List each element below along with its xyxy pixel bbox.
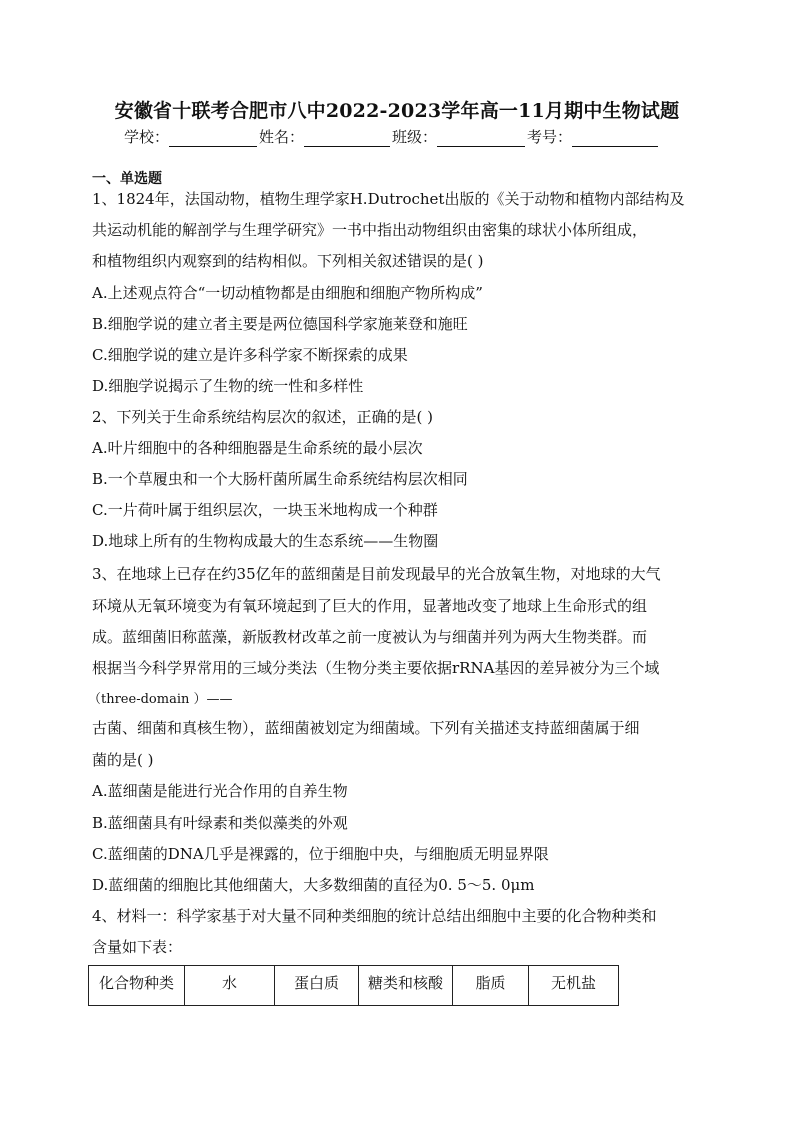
q3-stem-line-6: 古菌、细菌和真核生物），蓝细菌被划定为细菌域。下列有关描述支持蓝细菌属于细 [92, 719, 640, 737]
q3-option-c: C.蓝细菌的DNA几乎是裸露的，位于细胞中央，与细胞质无明显界限 [92, 845, 549, 863]
class-blank[interactable] [437, 130, 525, 147]
school-label: 学校： [124, 128, 170, 146]
name-blank[interactable] [304, 130, 390, 147]
table-cell-lipid: 脂质 [453, 966, 529, 1006]
compound-table [88, 965, 619, 1006]
q1-option-c: C.细胞学说的建立是许多科学家不断探索的成果 [92, 346, 408, 364]
q1-stem-line-1: 1、1824年，法国动物，植物生理学家H.Dutrochet出版的《关于动物和植物内部结构及 [92, 190, 685, 208]
q2-option-b: B.一个草履虫和一个大肠杆菌所属生命系统结构层次相同 [92, 470, 468, 488]
compound-table-wrap [88, 965, 619, 1006]
section-title: 一、单选题 [92, 171, 162, 187]
table-cell-sugar-nucleic: 糖类和核酸 [359, 966, 453, 1006]
q3-stem-line-7: 菌的是( ) [92, 751, 154, 769]
q1-option-b: B.细胞学说的建立者主要是两位德国科学家施莱登和施旺 [92, 315, 468, 333]
table-cell-protein: 蛋白质 [275, 966, 359, 1006]
q2-option-c: C.一片荷叶属于组织层次，一块玉米地构成一个种群 [92, 501, 438, 519]
q3-stem-line-1: 3、在地球上已存在约35亿年的蓝细菌是目前发现最早的光合放氧生物，对地球的大气 [92, 565, 661, 583]
school-blank[interactable] [169, 130, 257, 147]
q3-stem-line-3: 成。蓝细菌旧称蓝藻，新版教材改革之前一度被认为与细菌并列为两大生物类群。而 [92, 628, 648, 646]
q3-option-d: D.蓝细菌的细胞比其他细菌大，大多数细菌的直径为0. 5～5. 0μm [92, 876, 535, 894]
table-cell-inorganic-salt: 无机盐 [529, 966, 619, 1006]
q1-stem-line-2: 共运动机能的解剖学与生理学研究》一书中指出动物组织由密集的球状小体所组成， [92, 221, 648, 239]
student-info-line [124, 126, 660, 147]
q3-stem-line-5: （three-domain ）—— [88, 692, 233, 707]
class-label: 班级： [392, 128, 438, 146]
q2-option-a: A.叶片细胞中的各种细胞器是生命系统的最小层次 [92, 439, 423, 457]
q4-stem-line-2: 含量如下表： [92, 938, 183, 956]
table-cell-water: 水 [185, 966, 275, 1006]
q3-stem-line-2: 环境从无氧环境变为有氧环境起到了巨大的作用，显著地改变了地球上生命形式的组 [92, 597, 648, 615]
q1-option-a: A.上述观点符合“一切动植物都是由细胞和细胞产物所构成” [92, 284, 483, 302]
exam-no-label: 考号： [527, 128, 573, 146]
q2-stem-line-1: 2、下列关于生命系统结构层次的叙述，正确的是( ) [92, 408, 434, 426]
q2-option-d: D.地球上所有的生物构成最大的生态系统——生物圈 [92, 532, 439, 550]
name-label: 姓名： [259, 128, 305, 146]
table-row [89, 966, 619, 1006]
q1-option-d: D.细胞学说揭示了生物的统一性和多样性 [92, 377, 364, 395]
q3-option-b: B.蓝细菌具有叶绿素和类似藻类的外观 [92, 814, 348, 832]
q3-option-a: A.蓝细菌是能进行光合作用的自养生物 [92, 782, 348, 800]
exam-no-blank[interactable] [572, 130, 658, 147]
q4-stem-line-1: 4、材料一：科学家基于对大量不同种类细胞的统计总结出细胞中主要的化合物种类和 [92, 907, 657, 925]
q1-stem-line-3: 和植物组织内观察到的结构相似。下列相关叙述错误的是( ) [92, 252, 484, 270]
table-cell-compound-type: 化合物种类 [89, 966, 185, 1006]
q3-stem-line-4: 根据当今科学界常用的三域分类法（生物分类主要依据rRNA基因的差异被分为三个域 [92, 659, 660, 677]
page-title: 安徽省十联考合肥市八中2022-2023学年高一11月期中生物试题 [114, 100, 680, 122]
